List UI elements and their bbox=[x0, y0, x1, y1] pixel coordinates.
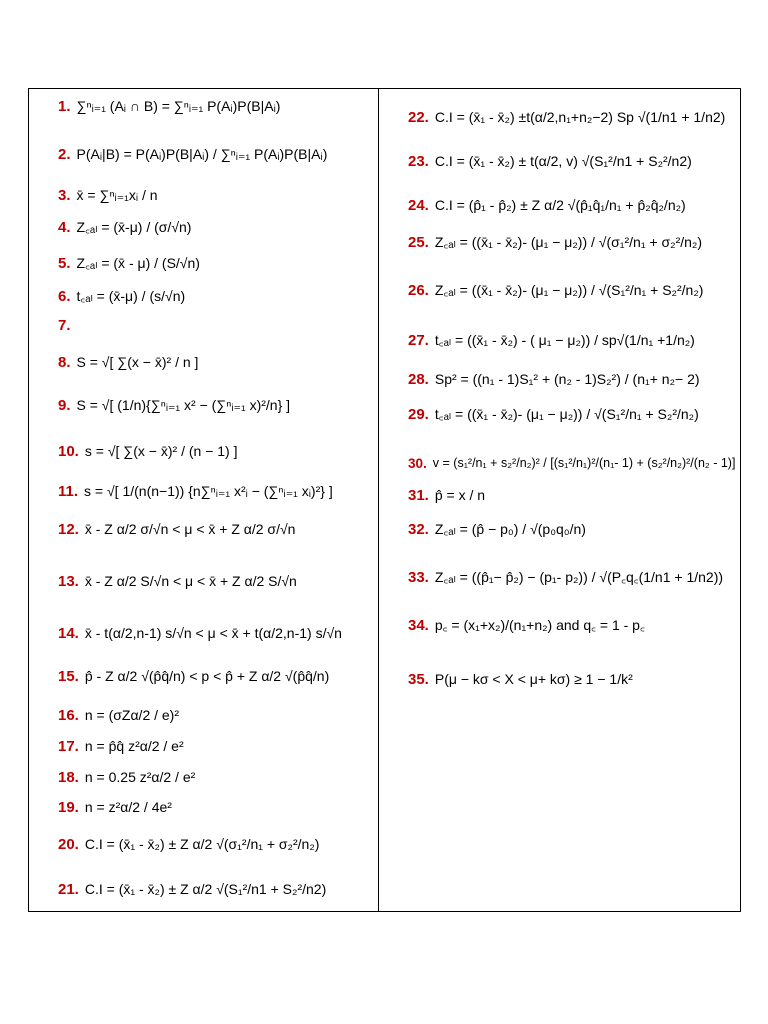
formula-number: 29. bbox=[408, 406, 429, 423]
formula-number: 10. bbox=[58, 443, 79, 460]
formula-expression: C.I = (x̄₁ - x̄₂) ± Z α/2 √(σ₁²/n₁ + σ₂²/n₂) bbox=[84, 836, 320, 852]
formula-number: 25. bbox=[408, 234, 429, 251]
formula-4 bbox=[58, 219, 191, 236]
formula-expression: t꜀ₐₗ = (x̄-μ) / (s/√n) bbox=[76, 288, 186, 304]
formula-expression: C.I = (p̂₁ - p̂₂) ± Z α/2 √(p̂₁q̂₁/n₁ + p̂₂q̂₂/n₂) bbox=[434, 197, 686, 213]
formula-10 bbox=[58, 443, 238, 460]
formula-expression: s = √[ 1/(n(n−1)) {n∑ⁿᵢ₌₁ x²ᵢ − (∑ⁿᵢ₌₁ xᵢ)²} ] bbox=[84, 483, 333, 499]
formula-expression: p̂ = x / n bbox=[434, 487, 486, 503]
formula-18 bbox=[58, 769, 195, 786]
formula-number: 31. bbox=[408, 487, 429, 504]
formula-number: 26. bbox=[408, 282, 429, 299]
formula-number: 32. bbox=[408, 521, 429, 538]
formula-expression: C.I = (x̄₁ - x̄₂) ± t(α/2, v) √(S₁²/n1 + S₂²/n2) bbox=[434, 153, 692, 169]
formula-5 bbox=[58, 255, 200, 272]
formula-expression: P(Aᵢ|B) = P(Aᵢ)P(B|Aᵢ) / ∑ⁿᵢ₌₁ P(Aᵢ)P(B|Aᵢ) bbox=[76, 146, 328, 162]
formula-number: 34. bbox=[408, 617, 429, 634]
formula-expression: S = √[ ∑(x − x̄)² / n ] bbox=[76, 354, 199, 370]
formula-expression: n = z²α/2 / 4e² bbox=[84, 799, 172, 815]
formula-15 bbox=[58, 668, 329, 685]
formula-number: 20. bbox=[58, 836, 79, 853]
column-divider bbox=[378, 88, 379, 912]
formula-24 bbox=[408, 197, 686, 214]
formula-number: 9. bbox=[58, 397, 71, 414]
formula-number: 6. bbox=[58, 288, 71, 305]
formula-expression: t꜀ₐₗ = ((x̄₁ - x̄₂)- (μ₁ − μ₂)) / √(S₁²/n₁ + S₂²/n₂) bbox=[434, 406, 699, 422]
formula-number: 5. bbox=[58, 255, 71, 272]
formula-number: 30. bbox=[408, 456, 427, 471]
formula-number: 23. bbox=[408, 153, 429, 170]
formula-number: 28. bbox=[408, 371, 429, 388]
formula-27 bbox=[408, 332, 695, 349]
formula-expression: p꜀ = (x₁+x₂)/(n₁+n₂) and q꜀ = 1 - p꜀ bbox=[434, 617, 645, 633]
formula-number: 3. bbox=[58, 187, 71, 204]
formula-2 bbox=[58, 146, 327, 163]
formula-6 bbox=[58, 288, 185, 305]
formula-14 bbox=[58, 625, 342, 642]
formula-expression: x̄ - Z α/2 S/√n < μ < x̄ + Z α/2 S/√n bbox=[84, 573, 297, 589]
formula-30 bbox=[408, 455, 735, 472]
formula-12 bbox=[58, 521, 295, 538]
formula-26 bbox=[408, 282, 703, 299]
formula-number: 11. bbox=[58, 483, 79, 500]
formula-number: 4. bbox=[58, 219, 71, 236]
formula-22 bbox=[408, 109, 725, 126]
formula-number: 17. bbox=[58, 738, 79, 755]
formula-expression: t꜀ₐₗ = ((x̄₁ - x̄₂) - ( μ₁ − μ₂)) / sp√(1/n₁ +1/n₂) bbox=[434, 332, 695, 348]
formula-expression: s = √[ ∑(x − x̄)² / (n − 1) ] bbox=[84, 443, 238, 459]
formula-21 bbox=[58, 881, 326, 898]
formula-number: 1. bbox=[58, 98, 71, 115]
formula-expression: Z꜀ₐₗ = ((p̂₁− p̂₂) − (p₁- p₂)) / √(P꜀q꜀(1/n1 + 1/n2)) bbox=[434, 569, 724, 585]
formula-expression: x̄ = ∑ⁿᵢ₌₁xᵢ / n bbox=[76, 187, 158, 203]
formula-expression: v = (s₁²/n₁ + s₂²/n₂)² / [(s₁²/n₁)²/(n₁- 1) + (s₂²/n₂)²/(n₂ - 1)] bbox=[432, 456, 736, 470]
formula-number: 27. bbox=[408, 332, 429, 349]
formula-25 bbox=[408, 234, 702, 251]
formula-expression: n = p̂q̂ z²α/2 / e² bbox=[84, 738, 184, 754]
formula-number: 8. bbox=[58, 354, 71, 371]
formula-number: 14. bbox=[58, 625, 79, 642]
formula-23 bbox=[408, 153, 692, 170]
formula-7 bbox=[58, 317, 77, 334]
formula-number: 21. bbox=[58, 881, 79, 898]
formula-32 bbox=[408, 521, 586, 538]
formula-expression: x̄ - Z α/2 σ/√n < μ < x̄ + Z α/2 σ/√n bbox=[84, 521, 296, 537]
formula-expression: C.I = (x̄₁ - x̄₂) ± Z α/2 √(S₁²/n1 + S₂²/n2) bbox=[84, 881, 327, 897]
formula-33 bbox=[408, 569, 723, 586]
formula-17 bbox=[58, 738, 184, 755]
formula-1 bbox=[58, 98, 280, 115]
formula-35 bbox=[408, 671, 633, 688]
formula-expression: n = (σZα/2 / e)² bbox=[84, 707, 180, 723]
formula-13 bbox=[58, 573, 297, 590]
formula-number: 24. bbox=[408, 197, 429, 214]
formula-number: 18. bbox=[58, 769, 79, 786]
formula-29 bbox=[408, 406, 699, 423]
formula-number: 22. bbox=[408, 109, 429, 126]
formula-expression: Z꜀ₐₗ = (x̄ - μ) / (S/√n) bbox=[76, 255, 200, 271]
formula-expression: Z꜀ₐₗ = ((x̄₁ - x̄₂)- (μ₁ − μ₂)) / √(S₁²/n₁ + S₂²/n₂) bbox=[434, 282, 704, 298]
formula-expression: S = √[ (1/n){∑ⁿᵢ₌₁ x² − (∑ⁿᵢ₌₁ x)²/n} ] bbox=[76, 397, 291, 413]
formula-expression: Z꜀ₐₗ = (p̂ − p₀) / √(p₀q₀/n) bbox=[434, 521, 586, 537]
formula-number: 12. bbox=[58, 521, 79, 538]
formula-expression: Z꜀ₐₗ = (x̄-μ) / (σ/√n) bbox=[76, 219, 192, 235]
formula-number: 33. bbox=[408, 569, 429, 586]
formula-number: 7. bbox=[58, 317, 71, 334]
formula-expression: Sp² = ((n₁ - 1)S₁² + (n₂ - 1)S₂²) / (n₁+ n₂− 2) bbox=[434, 371, 700, 387]
formula-8 bbox=[58, 354, 198, 371]
formula-number: 15. bbox=[58, 668, 79, 685]
formula-number: 16. bbox=[58, 707, 79, 724]
formula-16 bbox=[58, 707, 179, 724]
formula-19 bbox=[58, 799, 172, 816]
formula-number: 2. bbox=[58, 146, 71, 163]
formula-31 bbox=[408, 487, 485, 504]
formula-28 bbox=[408, 371, 700, 388]
formula-expression: P(μ − kσ < X < μ+ kσ) ≥ 1 − 1/k² bbox=[434, 671, 633, 687]
formula-expression: Z꜀ₐₗ = ((x̄₁ - x̄₂)- (μ₁ − μ₂)) / √(σ₁²/n₁ + σ₂²/n₂) bbox=[434, 234, 703, 250]
formula-number: 13. bbox=[58, 573, 79, 590]
formula-11 bbox=[58, 483, 333, 500]
formula-3 bbox=[58, 187, 158, 204]
formula-expression: n = 0.25 z²α/2 / e² bbox=[84, 769, 196, 785]
formula-expression: ∑ⁿᵢ₌₁ (Aᵢ ∩ B) = ∑ⁿᵢ₌₁ P(Aᵢ)P(B|Aᵢ) bbox=[76, 98, 281, 114]
formula-number: 35. bbox=[408, 671, 429, 688]
formula-expression: p̂ - Z α/2 √(p̂q̂/n) < p < p̂ + Z α/2 √(p̂q̂/n) bbox=[84, 668, 330, 684]
formula-expression: C.I = (x̄₁ - x̄₂) ±t(α/2,n₁+n₂−2) Sp √(1/n1 + 1/n2) bbox=[434, 109, 726, 125]
formula-20 bbox=[58, 836, 319, 853]
formula-34 bbox=[408, 617, 645, 634]
formula-expression: x̄ - t(α/2,n-1) s/√n < μ < x̄ + t(α/2,n-1) s/√n bbox=[84, 625, 342, 641]
formula-number: 19. bbox=[58, 799, 79, 816]
formula-9 bbox=[58, 397, 290, 414]
